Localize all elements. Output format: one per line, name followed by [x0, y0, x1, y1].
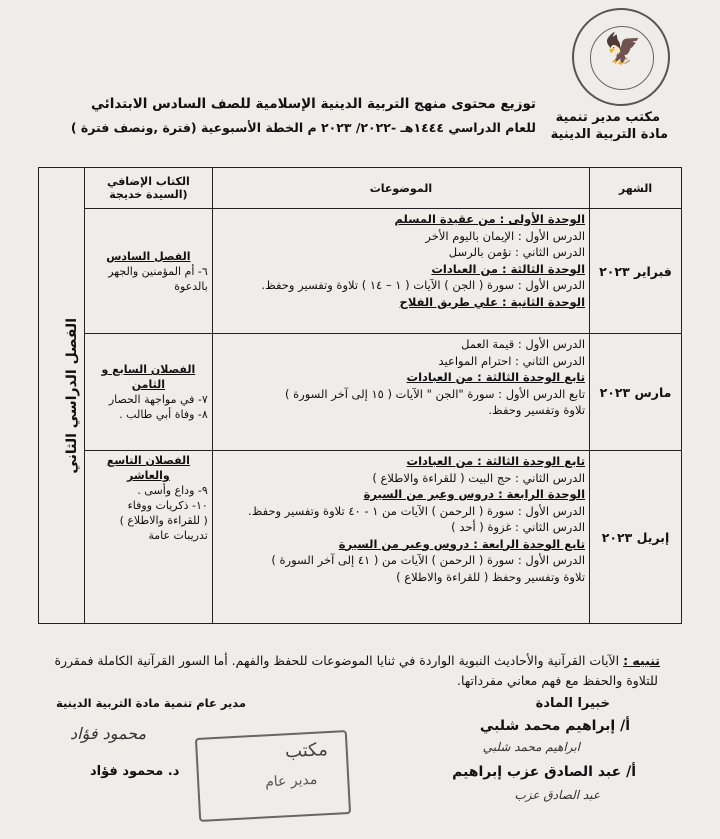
header-month: الشهر	[590, 168, 682, 209]
header-book-line1: الكتاب الإضافي	[106, 175, 190, 188]
header-book	[84, 168, 212, 209]
note-label: تنبيه :	[623, 653, 660, 668]
lesson-line: الدرس الثاني : غزوة ( أحد )	[451, 520, 586, 534]
book-cell	[84, 209, 212, 334]
lesson-line: الدرس الأول : الإيمان باليوم الأخر	[425, 228, 586, 243]
month-cell: فبراير ٢٠٢٣	[590, 209, 682, 334]
experts-title: خبيرا المادة	[535, 696, 610, 711]
book-line: ٨- وفاة أبي طالب .	[119, 408, 208, 421]
lesson-line: تلاوة وتفسير وحفظ ( للقراءة والاطلاع )	[396, 569, 586, 584]
expert-1-signature: ابراهيم محمد شلبي	[482, 740, 580, 754]
unit-heading: الوحدة الثالثة : من العبادات	[431, 261, 586, 276]
table-header-row	[39, 168, 682, 209]
book-line: ( للقراءة والاطلاع )	[119, 514, 208, 527]
office-line-1: مكتب مدير تنمية	[555, 110, 660, 125]
lesson-line: الدرس الثاني : نؤمن بالرسل	[448, 245, 586, 259]
book-cell	[84, 334, 212, 451]
unit-heading: تابع الوحدة الرابعة : دروس وعبر من السيرة	[338, 536, 586, 551]
term-cell	[39, 168, 85, 624]
expert-1-name: أ/ إبراهيم محمد شلبي	[479, 718, 630, 734]
lesson-line: الدرس الثاني : احترام المواعيد	[438, 353, 586, 368]
unit-heading: تابع الوحدة الثالثة : من العبادات	[406, 370, 586, 384]
topics-cell	[212, 334, 589, 451]
lesson-line: الدرس الثاني : حج البيت ( للقراءة والاطلاع )	[372, 470, 586, 485]
book-line: ٦- أم المؤمنين والجهر	[108, 264, 208, 278]
director-title: مدير عام تنمية مادة التربية الدينية	[56, 696, 247, 710]
table-row	[39, 209, 682, 334]
ministry-seal	[572, 8, 670, 106]
stamp-line-1: مكتب	[284, 739, 329, 763]
month-cell: مارس ٢٠٢٣	[590, 334, 682, 451]
book-line: ٩- وداع وأسى .	[137, 484, 208, 497]
note-block	[54, 651, 660, 671]
unit-heading: الوحدة الأولى : من عقيدة المسلم	[394, 212, 586, 226]
office-line-2: مادة التربية الدينية	[550, 127, 668, 142]
lesson-line: الدرس الأول : سورة ( الرحمن ) الآيات من ( ٤١ إلى آخر السورة )	[271, 553, 586, 567]
expert-2-signature: عبد الصادق عزب	[514, 788, 600, 802]
note-line-2: للتلاوة والحفظ مع فهم معاني مفرداتها.	[456, 673, 658, 688]
eagle-icon: 🦅	[604, 32, 642, 67]
unit-heading: الوحدة الثانية : علي طريق الفلاح	[399, 294, 586, 309]
header-book-line2: (السيدة خديجة	[109, 188, 188, 201]
table-row	[39, 451, 682, 624]
term-label: الفصل الدراسي الثاني	[63, 317, 80, 474]
director-name: د. محمود فؤاد	[90, 764, 180, 779]
curriculum-table	[38, 167, 682, 624]
header-topics: الموضوعات	[212, 168, 589, 209]
note-line-1: الآيات القرآنية والأحاديث النبوية الواردة في ثنايا الموضوعات للحفظ والفهم. أما السور القرآنية الكاملة فمقررة	[54, 653, 620, 668]
book-chapter-title: الفصل السادس	[106, 249, 191, 263]
director-signature: محمود فؤاد	[70, 724, 147, 743]
topics-cell	[212, 209, 589, 334]
book-line: ١٠- ذكريات ووفاء	[127, 499, 208, 512]
book-line: ٧- في مواجهة الحصار	[108, 393, 208, 406]
office-stamp	[195, 730, 351, 822]
book-line: تدريبات عامة	[148, 529, 208, 542]
stamp-line-2: مدير عام	[264, 771, 318, 791]
book-line: بالدعوة	[174, 279, 208, 293]
topics-cell	[212, 451, 589, 624]
unit-heading: تابع الوحدة الثالثة : من العبادات	[406, 454, 586, 468]
book-chapter-title: الفصلان التاسع والعاشر	[106, 454, 190, 482]
lesson-line: تلاوة وتفسير وحفظ.	[488, 403, 586, 417]
document-subtitle: للعام الدراسي ١٤٤٤هـ -٢٠٢٢/ ٢٠٢٣ م الخطة الأسبوعية (فترة ,ونصف فترة )	[70, 120, 536, 135]
expert-2-name: أ/ عبد الصادق عزب إبراهيم	[452, 764, 636, 780]
lesson-line: الدرس الأول : سورة ( الرحمن ) الآيات من ١ - ٤٠ تلاوة وتفسير وحفظ.	[248, 503, 586, 518]
document-title: توزيع محتوى منهج التربية الدينية الإسلامية للصف السادس الابتدائي	[91, 96, 536, 112]
lesson-line: الدرس الأول : قيمة العمل	[461, 337, 586, 351]
unit-heading: الوحدة الرابعة : دروس وعبر من السيرة	[363, 487, 586, 501]
book-chapter-title: الفصلان السابع و الثامن	[101, 363, 196, 391]
lesson-line: الدرس الأول : سورة ( الجن ) الآيات ( ١ – ١٤ ) تلاوة وتفسير وحفظ.	[261, 278, 586, 292]
month-cell: إبريل ٢٠٢٣	[590, 451, 682, 624]
lesson-line: تابع الدرس الأول : سورة "الجن " الآيات ( ١٥ إلى آخر السورة )	[284, 386, 586, 401]
table-row	[39, 334, 682, 451]
book-cell	[84, 451, 212, 624]
